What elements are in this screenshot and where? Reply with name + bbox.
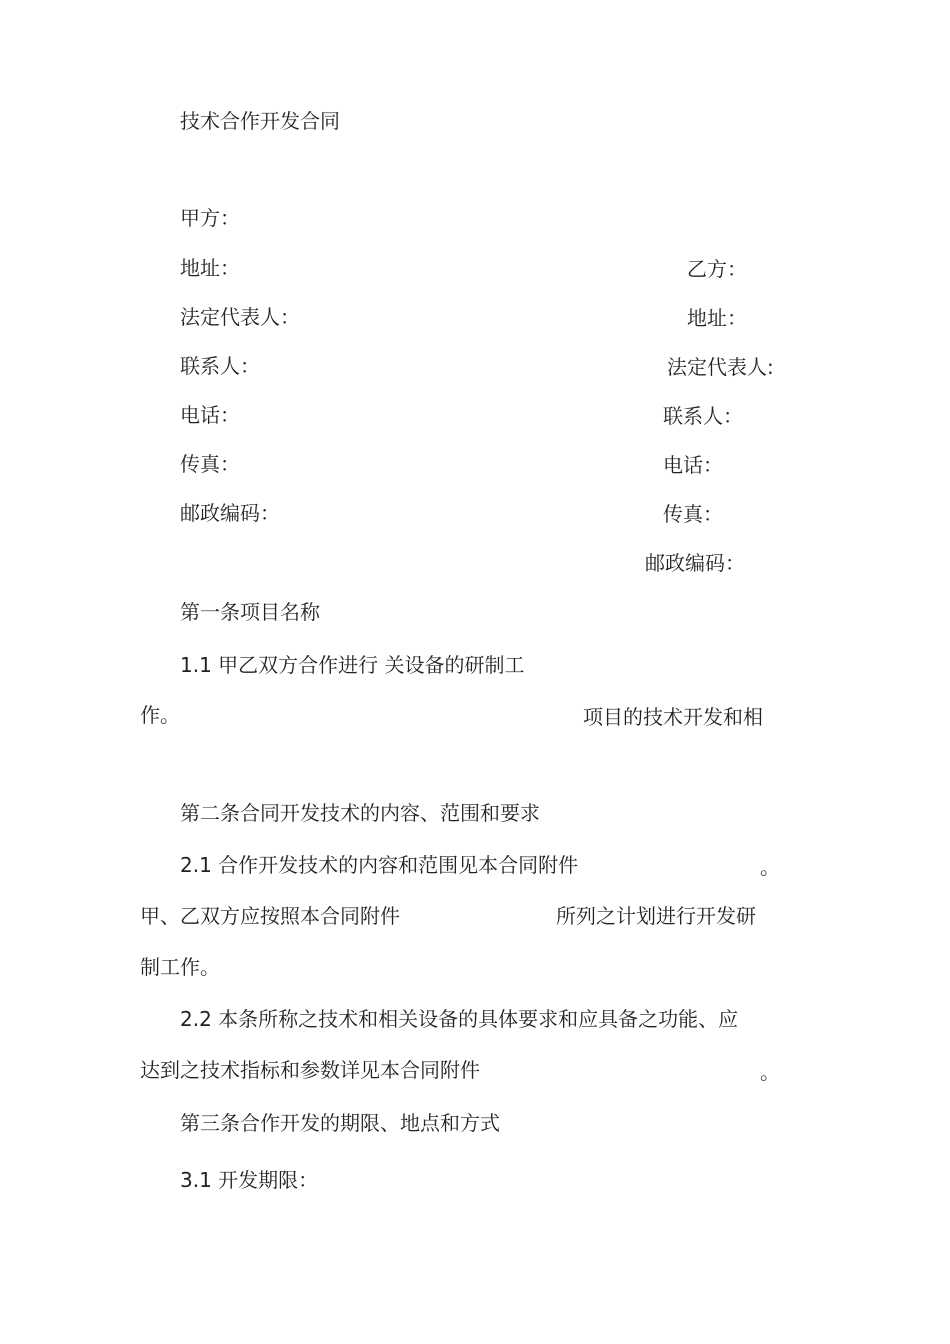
clause-2-1-line3: 制工作。 — [140, 955, 220, 979]
article-2-heading: 第二条合同开发技术的内容、范围和要求 — [180, 801, 540, 825]
party-a-legal-rep: 法定代表人： — [180, 305, 300, 329]
clause-1-1-line2: 作。 — [140, 703, 180, 727]
clause-2-1-line1: 2.1 合作开发技术的内容和范围见本合同附件 — [180, 853, 579, 877]
party-a-heading: 甲方： — [180, 206, 240, 230]
clause-2-1-line2a: 甲、乙双方应按照本合同附件 — [140, 904, 400, 928]
party-a-contact: 联系人： — [180, 354, 260, 378]
article-3-heading: 第三条合作开发的期限、地点和方式 — [180, 1111, 500, 1135]
clause-2-2-line2: 达到之技术指标和参数详见本合同附件 — [140, 1058, 480, 1082]
party-b-phone: 电话： — [663, 453, 723, 477]
party-b-contact: 联系人： — [663, 404, 743, 428]
party-b-address: 地址： — [687, 306, 747, 330]
party-b-legal-rep: 法定代表人: — [667, 355, 774, 379]
clause-1-1-line1: 1.1 甲乙双方合作进行 关设备的研制工 — [180, 653, 525, 677]
article-1-heading: 第一条项目名称 — [180, 600, 320, 624]
clause-3-1: 3.1 开发期限： — [180, 1168, 319, 1192]
party-a-phone: 电话： — [180, 403, 240, 427]
clause-1-1-right: 项目的技术开发和相 — [583, 705, 763, 729]
clause-2-2-line1: 2.2 本条所称之技术和相关设备的具体要求和应具备之功能、应 — [180, 1007, 739, 1031]
party-a-postcode: 邮政编码： — [180, 501, 280, 525]
party-a-address: 地址： — [180, 256, 240, 280]
party-a-fax: 传真： — [180, 452, 240, 476]
party-b-heading: 乙方： — [687, 257, 747, 281]
clause-2-1-line2b: 所列之计划进行开发研 — [556, 904, 756, 928]
clause-2-2-period: 。 — [760, 1060, 780, 1084]
party-b-postcode: 邮政编码： — [645, 551, 745, 575]
party-b-fax: 传真： — [663, 502, 723, 526]
clause-2-1-period: 。 — [760, 855, 780, 879]
document-title: 技术合作开发合同 — [180, 109, 340, 133]
